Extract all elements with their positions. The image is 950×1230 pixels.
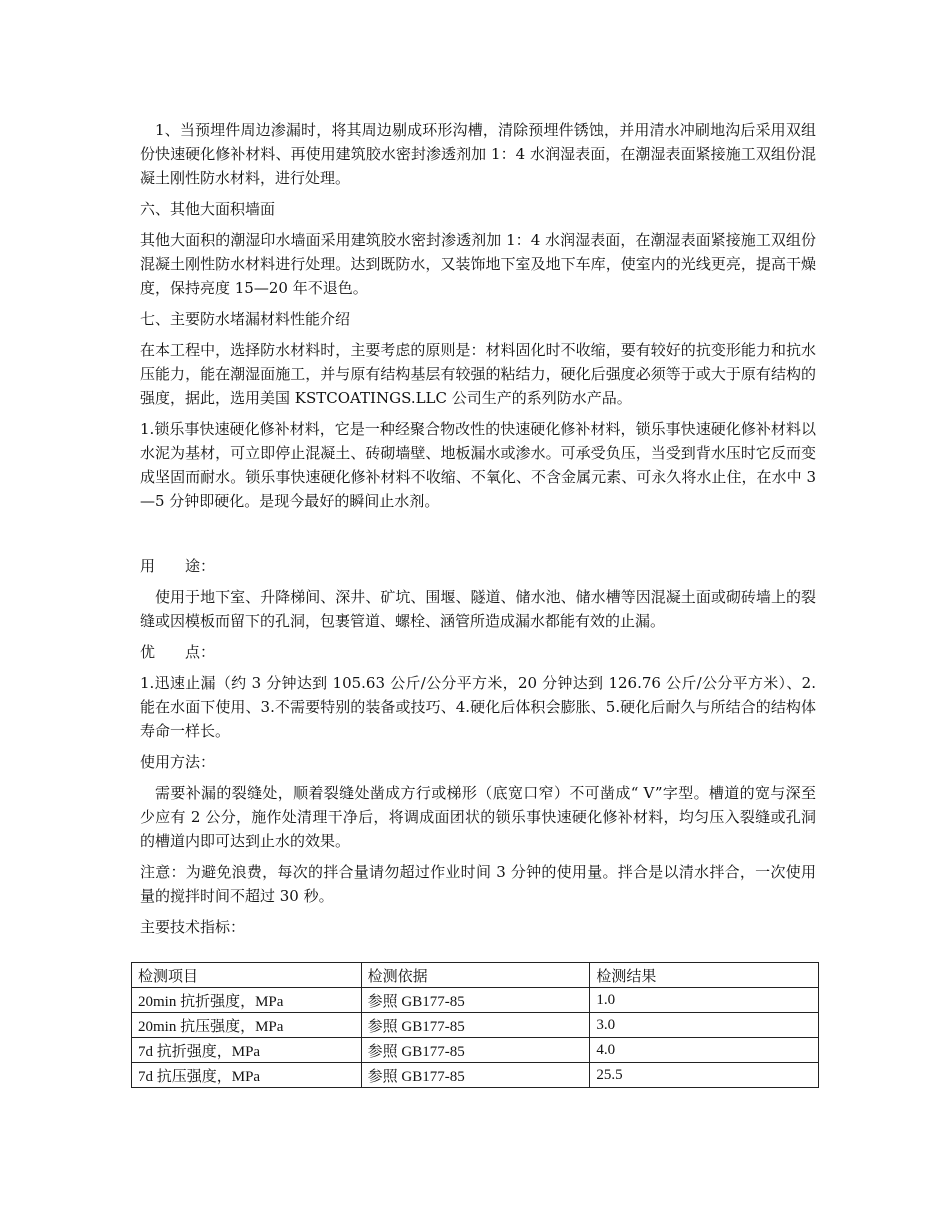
table-cell-basis: 参照 GB177-85 [361,1038,590,1063]
paragraph-product-intro: 1.锁乐事快速硬化修补材料，它是一种经聚合物改性的快速硬化修补材料，锁乐事快速硬化修补材料以水泥为基材，可立即停止混凝土、砖砌墙壁、地板漏水或渗水。可承受负压，当受到背水压时它反而变成坚固而耐水。锁乐事快速硬化修补材料不收缩、不氧化、不含金属元素、可永久将水止住，在水中 3—5 分钟即硬化。是现今最好的瞬间止水剂。 [140,420,816,510]
blank-line [140,520,816,554]
table-cell-basis: 参照 GB177-85 [361,1063,590,1088]
section-heading-6: 六、其他大面积墙面 [140,200,276,218]
table-row [132,988,819,1013]
section-heading-7: 七、主要防水堵漏材料性能介绍 [140,310,351,328]
table-cell-item: 7d 抗折强度，MPa [132,1038,362,1063]
uses-text: 使用于地下室、升降梯间、深井、矿坑、围堰、隧道、储水池、储水槽等因混凝土面或砌砖墙上的裂缝或因模板而留下的孔洞，包裹管道、螺栓、涵管所造成漏水都能有效的止漏。 [140,588,816,630]
column-header-result: 检测结果 [590,963,819,988]
note-text: 注意：为避免浪费，每次的拌合量请勿超过作业时间 3 分钟的使用量。拌合是以清水拌合，一次使用量的搅拌时间不超过 30 秒。 [140,863,816,905]
advantages-label: 优 点： [140,643,216,661]
advantages-text: 1.迅速止漏（约 3 分钟达到 105.63 公斤/公分平方米，20 分钟达到 126.76 公斤/公分平方米）、2.能在水面下使用、3.不需要特别的装备或技巧、4.硬化后体积会膨胀、5.硬化后耐久与所结合的结构体寿命一样长。 [140,674,816,740]
table-cell-item: 7d 抗压强度，MPa [132,1063,362,1088]
table-header-row [132,963,819,988]
column-header-basis: 检测依据 [361,963,590,988]
method-label: 使用方法： [140,753,216,771]
paragraph-embedded-parts: 1、当预埋件周边渗漏时，将其周边剔成环形沟槽，清除预埋件锈蚀，并用清水冲刷地沟后采用双组份快速硬化修补材料、再使用建筑胶水密封渗透剂加 1：4 水润湿表面，在潮湿表面紧接施工双组份混凝土刚性防水材料，进行处理。 [140,121,816,187]
technical-specs-table [131,962,819,1088]
uses-label: 用 途： [140,557,216,575]
paragraph-material-principles: 在本工程中，选择防水材料时，主要考虑的原则是：材料固化时不收缩，要有较好的抗变形能力和抗水压能力，能在潮湿面施工，并与原有结构基层有较强的粘结力，硬化后强度必须等于或大于原有结构的强度，据此，选用美国 KSTCOATINGS.LLC 公司生产的系列防水产品。 [140,341,816,407]
paragraph-large-walls: 其他大面积的潮湿印水墙面采用建筑胶水密封渗透剂加 1：4 水润湿表面，在潮湿表面紧接施工双组份混凝土刚性防水材料进行处理。达到既防水，又装饰地下室及地下车库，使室内的光线更亮，提高干燥度，保持亮度 15—20 年不退色。 [140,231,816,297]
method-text: 需要补漏的裂缝处，顺着裂缝处凿成方行或梯形（底宽口窄）不可凿成“ V”字型。槽道的宽与深至少应有 2 公分，施作处清理干净后，将调成面团状的锁乐事快速硬化修补材料，均匀压入裂缝或孔洞的槽道内即可达到止水的效果。 [140,784,816,850]
table-cell-result: 25.5 [590,1063,819,1088]
table-row [132,1013,819,1038]
specs-label: 主要技术指标： [140,918,246,936]
table-cell-result: 4.0 [590,1038,819,1063]
table-row [132,1063,819,1088]
column-header-item: 检测项目 [132,963,362,988]
table-cell-item: 20min 抗折强度，MPa [132,988,362,1013]
table-cell-basis: 参照 GB177-85 [361,988,590,1013]
table-row [132,1038,819,1063]
table-cell-result: 3.0 [590,1013,819,1038]
table-cell-result: 1.0 [590,988,819,1013]
document-body [140,118,816,946]
table-cell-basis: 参照 GB177-85 [361,1013,590,1038]
table-cell-item: 20min 抗压强度，MPa [132,1013,362,1038]
